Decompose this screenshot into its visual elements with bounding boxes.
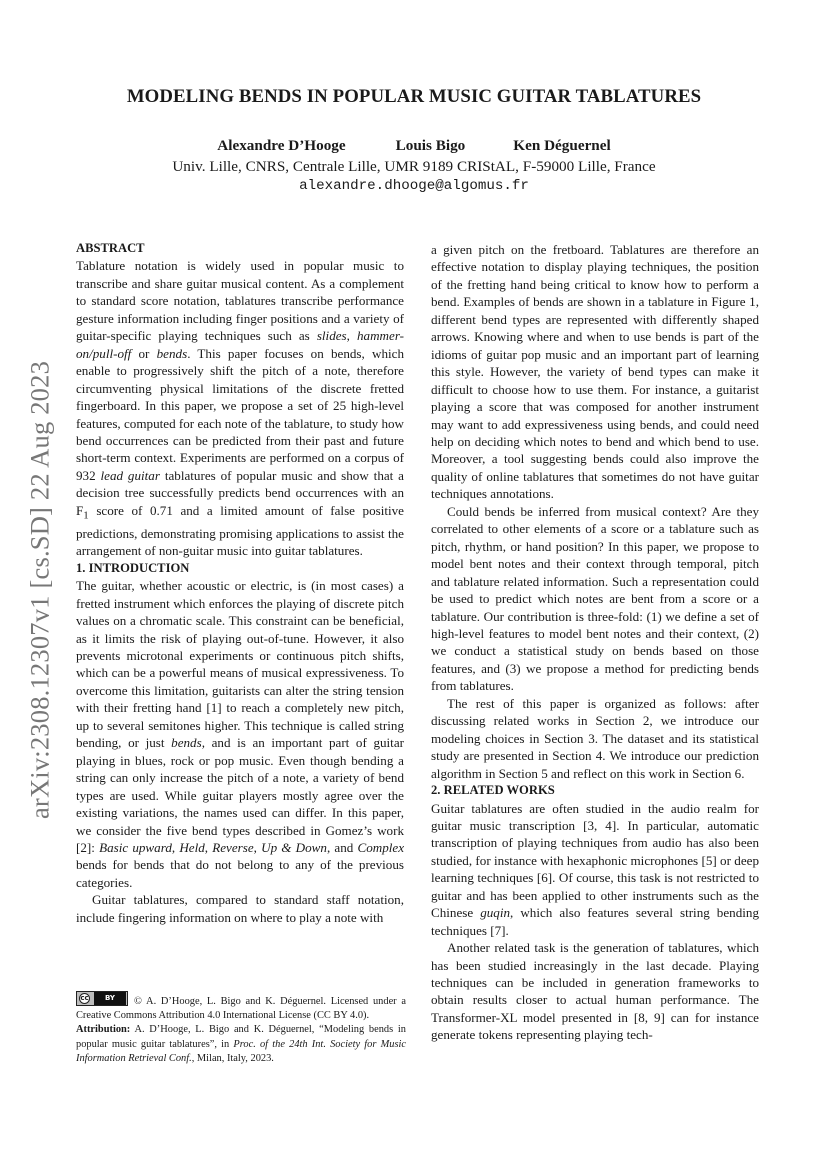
- author-list: [0, 137, 828, 155]
- intro-paragraph-2: Guitar tablatures, compared to standard staff notation, include fingering information on where to play a note with: [76, 892, 404, 925]
- introduction-heading: 1. INTRODUCTION: [76, 560, 190, 575]
- license-footnote: [76, 991, 406, 1066]
- cc-by-license-icon[interactable]: cc BY: [76, 991, 128, 1006]
- abstract-paragraph: Tablature notation is widely used in popular music to transcribe and share guitar musical content. As a complement to standard score notation, tablatures transcribe performance gesture information including finger positions and a variety of guitar-specific playing techniques such as slides, hammer-on/pull-off or bends. This paper focuses on bends, which enable to progressively shift the pitch of a note, therefore circumventing physical limitations of the discrete fretted fingerboard. In this paper, we propose a set of 25 high-level features, computed for each note of the tablature, to study how bend occurrences can be predicted from their past and future short-term context. Experiments are performed on a corpus of 932 lead guitar tablatures of popular music and show that a decision tree successfully predicts bend occurrences with an $F_1$ score of 0.71 and a limited amount of false positive predictions, demonstrating promising applications to assist the arrangement of non-guitar music into guitar tablatures.: [76, 258, 405, 559]
- abstract-heading: ABSTRACT: [76, 241, 145, 255]
- intro-paragraph-3: a given pitch on the fretboard. Tablatures are therefore an effective notation to display playing techniques, the position of the fretting hand being critical to know how to perform a bend. Examples of bends are shown in a tablature in Figure 1, different bend types are represented with differently shaped arrows. Knowing where and when to use bends is part of the idioms of guitar pop music and an important part of learning this style. However, the variety of bend types can make it difficult to choose how to use them. For instance, a guitarist playing a score that was composed for another instrument may want to add expressiveness using bends, and could need help on deciding which notes to bend and which bend to use. Moreover, a tool suggesting bends could also improve the quality of online tablatures that sometimes do not have guitar techniques annotations.: [431, 242, 759, 502]
- intro-paragraph-5: The rest of this paper is organized as follows: after discussing related works in Section 2, we introduce our modeling choices in Section 3. The dataset and its statistical study are presented in Section 4. We introduce our prediction algorithm in Section 5 and reflect on this work in Section 6.: [431, 695, 759, 781]
- related-paragraph-2: Another related task is the generation of tablatures, which has been studied increasingly in the last decade. Playing techniques can be included in generation frameworks to obtain results closer to actual human performance. The Transformer-XL model presented in [8, 9] can for instance generate tokens representing playing tech-: [431, 940, 759, 1043]
- paper-title: MODELING BENDS IN POPULAR MUSIC GUITAR TABLATURES: [126, 86, 702, 107]
- author-3: Ken Déguernel: [513, 137, 611, 154]
- left-column: [76, 240, 404, 926]
- affiliation: Univ. Lille, CNRS, Centrale Lille, UMR 9189 CRIStAL, F-59000 Lille, France: [172, 158, 656, 175]
- attribution-text: Attribution: A. D’Hooge, L. Bigo and K. Déguernel, “Modeling bends in popular music guitar tablatures”, in Proc. of the 24th Int. Society for Music Information Retrieval Conf., Milan, Italy, 2023.: [76, 1024, 406, 1064]
- intro-paragraph-4: Could bends be inferred from musical context? Are they correlated to other elements of a score or a tablature such as pitch, rhythm, or hand position? In this paper, we propose to model bent notes and their context through temporal, pitch and tablature related information. Such a representation could be used to predict which notes are bent from a score or a tablature. Our contribution is three-fold: (1) we define a set of high-level features to model bent notes and their context, (2) we conduct a statistical study on bends based on those features, and (3) we propose a method for predicting bends from tablatures.: [431, 503, 759, 694]
- related-paragraph-1: Guitar tablatures are often studied in the audio realm for guitar music transcription [3, 4]. In particular, automatic transcription of playing techniques from audio has also been studied, for instance with hexaphonic microphones [5] or deep learning techniques [6]. Of course, this task is not restricted to guitar and has been applied to other instruments such as the Chinese guqin, which also features several string bending techniques [7].: [431, 800, 759, 938]
- related-works-heading: 2. RELATED WORKS: [431, 783, 555, 798]
- author-2: Louis Bigo: [395, 137, 466, 154]
- license-text: © A. D’Hooge, L. Bigo and K. Déguernel. Licensed under a Creative Commons Attribution 4.0 International License (CC BY 4.0).: [76, 996, 406, 1022]
- contact-email[interactable]: alexandre.dhooge@algomus.fr: [299, 178, 529, 194]
- arxiv-sidebar-stamp: [18, 320, 62, 860]
- author-1: Alexandre D’Hooge: [217, 137, 346, 154]
- intro-paragraph-1: The guitar, whether acoustic or electric, is (in most cases) a fretted instrument which enforces the playing of discrete pitch values on a chromatic scale. This constraint can be beneficial, as it limits the risk of playing out-of-tune. However, it also prevents microtonal experiments or continuous pitch shifts, which can be a powerful means of musical expressiveness. To overcome this limitation, guitarists can alter the string tension with their fretting hand [1] to reach a completely new pitch, up to several semitones higher. This technique is called string bending, or just bends, and is an important part of guitar playing in blues, rock or pop music. Even though bending a string can only increase the pitch of a note, a variety of bend types are used. While guitar players mostly agree over the existing variations, the names used can differ. In this paper, we consider the five bend types described in Gomez’s work [2]: Basic upward, Held, Reverse, Up & Down, and Complex bends for bends that do not belong to any of the previous categories.: [76, 578, 405, 890]
- arxiv-identifier: arXiv:2308.12307v1 [cs.SD] 22 Aug 2023: [24, 360, 55, 820]
- right-column: [431, 241, 759, 1044]
